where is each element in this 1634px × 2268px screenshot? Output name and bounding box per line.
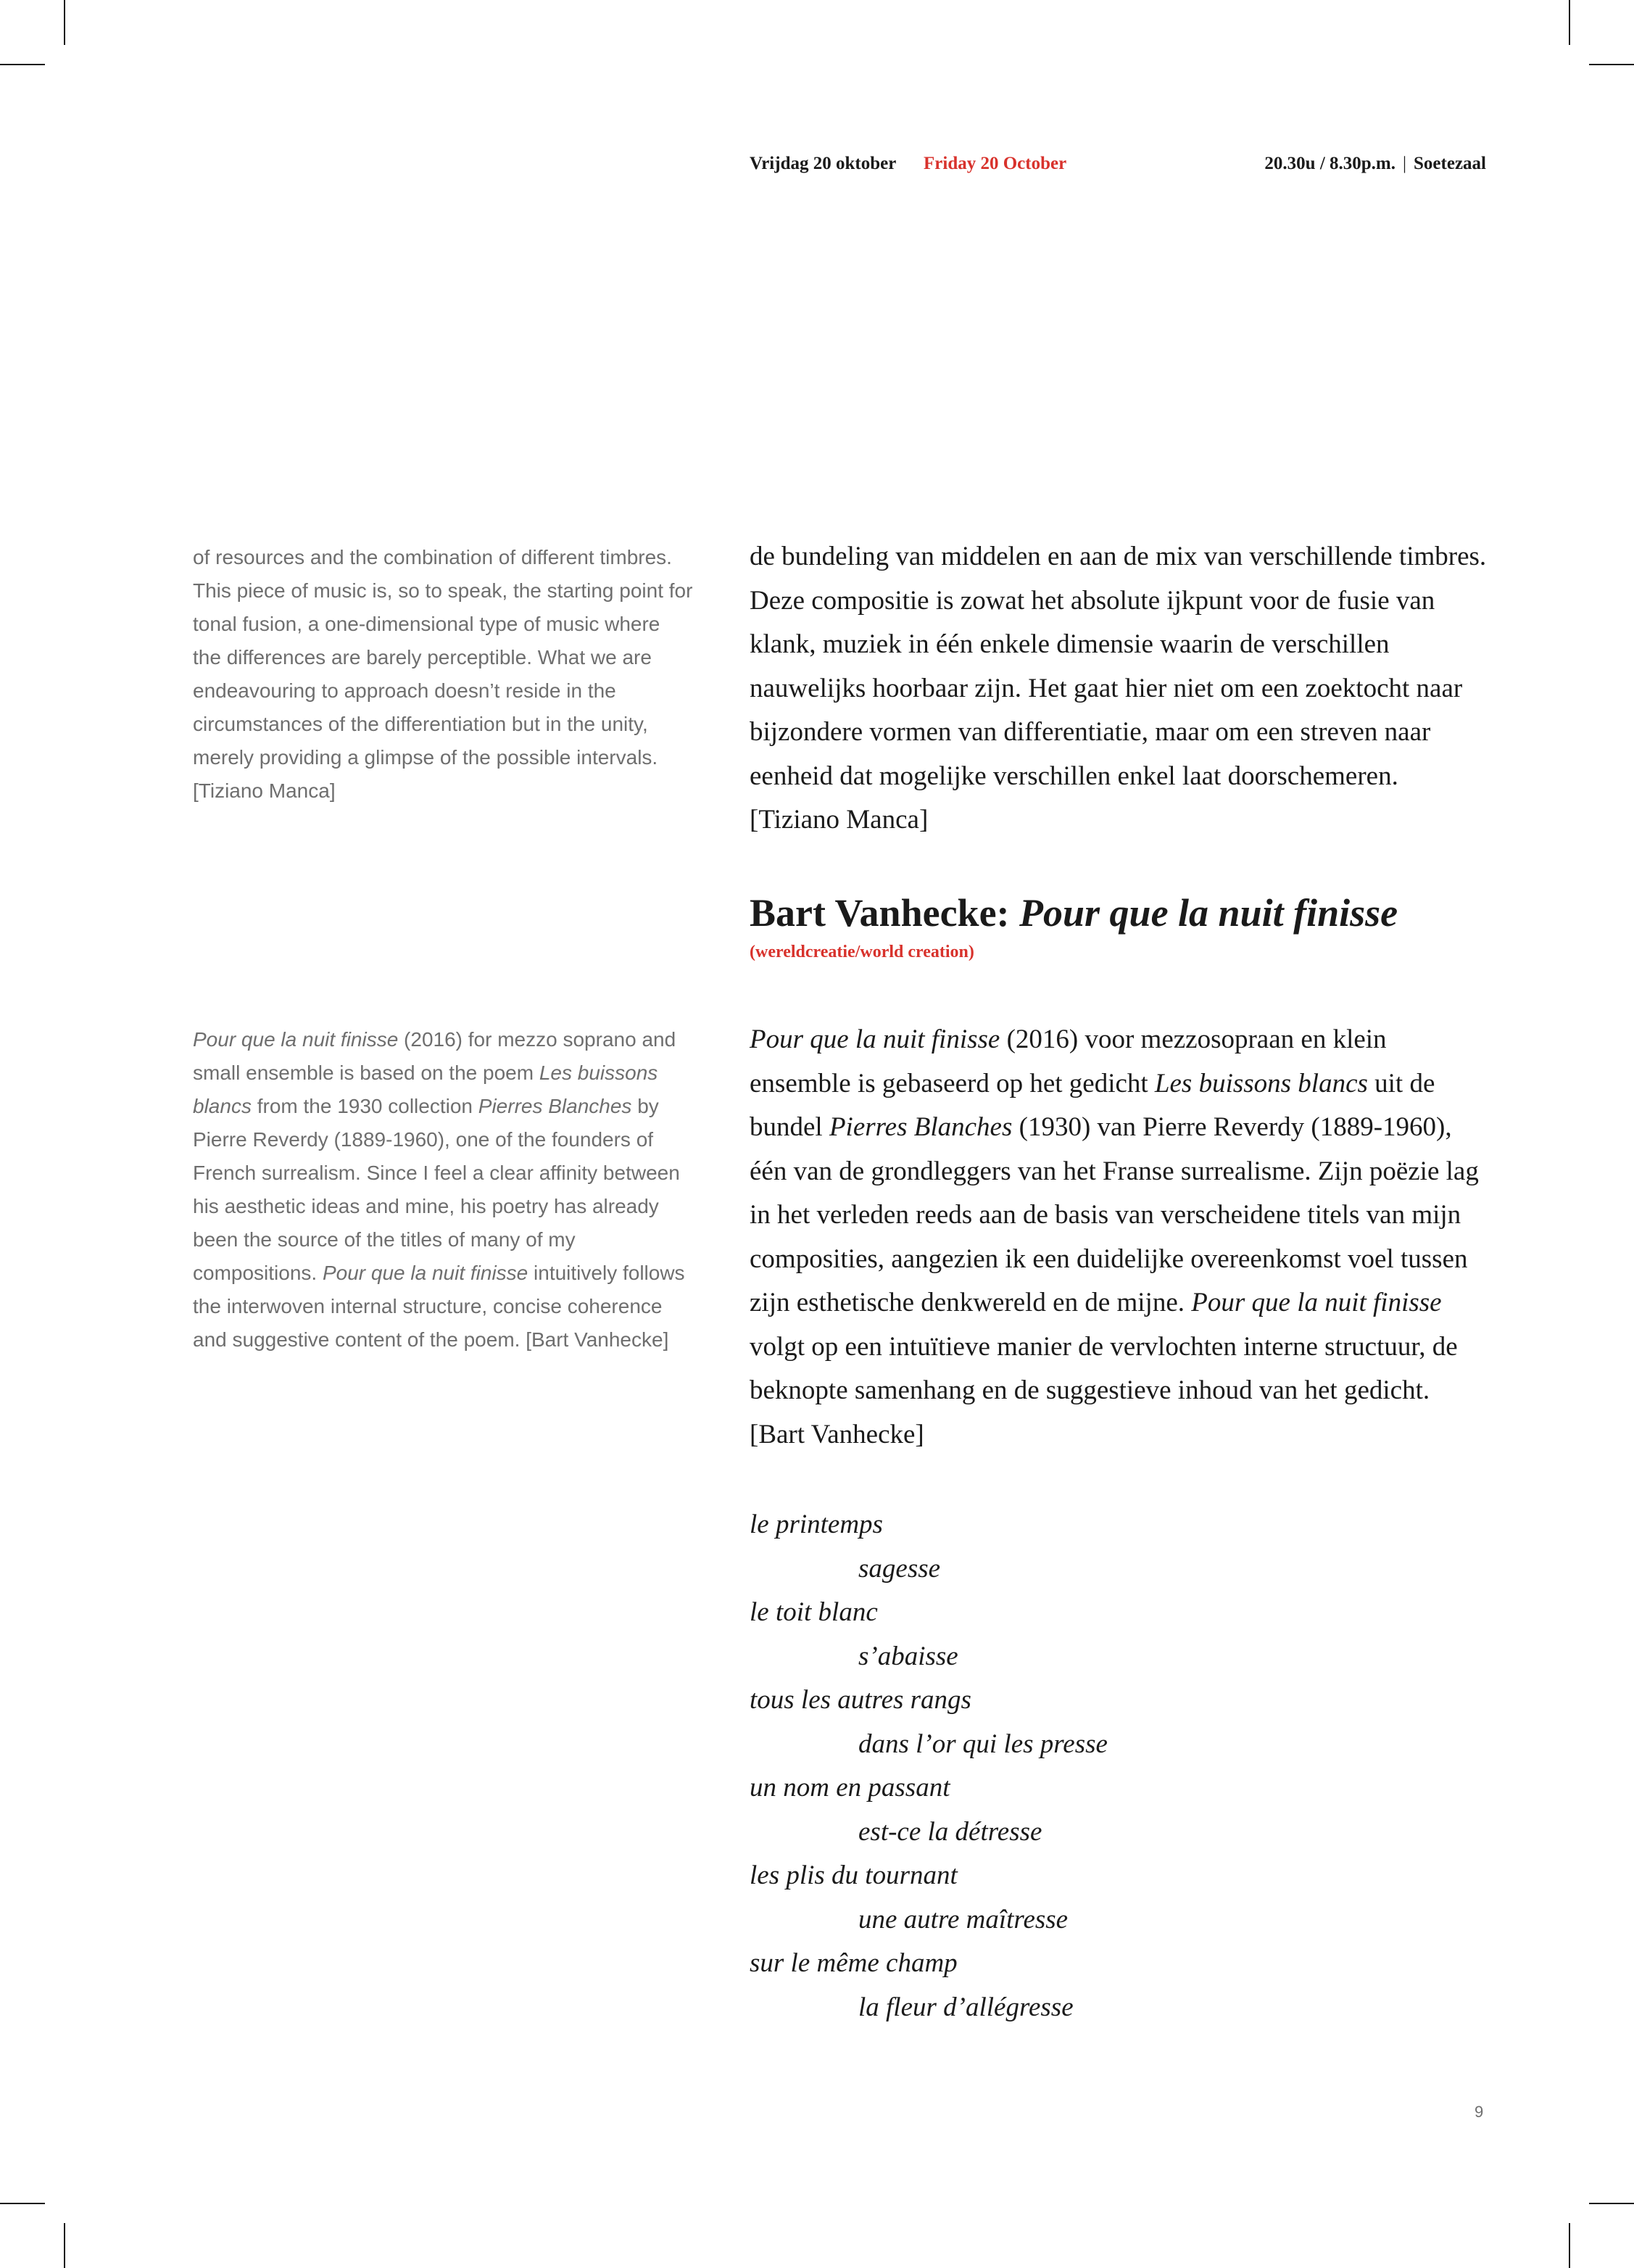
poem-line: un nom en passant [750,1773,950,1803]
crop-mark [64,2223,65,2268]
en-work-title: Pour que la nuit finisse [322,1262,528,1284]
page-number: 9 [1475,2103,1484,2121]
poem-line: le printemps [750,1510,883,1539]
header-separator: | [1403,154,1407,173]
nl-text: (2016) voor mezzosopraan en klein ensemble is gebaseerd op het gedicht [750,1025,1387,1098]
poem-line: une autre maîtresse [858,1904,1069,1934]
en-poem-title: Les buissons blancs [193,1061,658,1117]
nl-text: (1930) van Pierre Reverdy (1889-1960), één van de grondleggers van het Franse surrealisme. Zijn poëzie lag in het verleden reeds aan de basis van verscheidene titels van mijn composities, aangezien ik een duidelijke overeenkomst voel tussen zijn esthetische denkwereld en de mijne. [750,1112,1479,1317]
header-time: 20.30u / 8.30p.m. [1264,154,1396,173]
poem-line: les plis du tournant [750,1861,958,1890]
dutch-paragraph-manca: de bundeling van middelen en aan de mix van verschillende timbres. Deze compositie is zowat het absolute ijkpunt voor de fusie van klank, muziek in één enkele dimensie waarin de verschillen nauwelijks hoorbaar zijn. Het gaat hier niet om een zoektocht naar bijzondere vormen van differentiatie, maar om een streven naar eenheid dat mogelijke verschillen enkel laat doorschemeren. [Tiziano Manca] [750,542,1487,835]
english-paragraph-manca: of resources and the combination of different timbres. This piece of music is, so to speak, the starting point for tonal fusion, a one-dimensional type of music where the differences are barely perceptible. What we are endeavouring to approach doesn’t reside in the circumstances of the differentiation but in the unity, merely providing a glimpse of the possible intervals. [Tiziano Manca] [193,546,693,802]
crop-mark [1569,2223,1570,2268]
piece-subtitle: (wereldcreatie/world creation) [750,943,974,961]
crop-mark [1589,64,1634,65]
crop-mark [0,64,45,65]
piece-title [750,890,1398,935]
en-work-title: Pour que la nuit finisse [193,1028,399,1051]
en-text: intuitively follows the interwoven internal structure, concise coherence and suggestive content of the poem. [Bart Vanhecke] [193,1262,685,1351]
poem-line: est-ce la détresse [858,1816,1042,1847]
en-text: by Pierre Reverdy (1889-1960), one of the founders of French surrealism. Since I feel a clear affinity between his aesthetic ideas and mine, his poetry has already been the source of the titles of many of my compositions. [193,1095,680,1284]
nl-text: volgt op een intuïtieve manier de vervlochten interne structuur, de beknopte samenhang en de suggestieve inhoud van het gedicht. [Bart Vanhecke] [750,1331,1458,1449]
nl-poem-title: Les buissons blancs [1154,1068,1368,1098]
crop-mark [0,2203,45,2204]
poem-line: le toit blanc [750,1597,878,1627]
poem-line: dans l’or qui les presse [858,1729,1108,1759]
poem-line: s’abaisse [858,1641,958,1671]
nl-work-title: Pour que la nuit finisse [750,1025,1000,1054]
en-text: from the 1930 collection [251,1095,478,1117]
english-paragraph-vanhecke [193,1023,693,1357]
dutch-paragraph-vanhecke [750,1018,1489,1457]
crop-mark [1569,0,1570,45]
header-date-english: Friday 20 October [924,154,1067,173]
poem-line: tous les autres rangs [750,1685,971,1715]
nl-collection-title: Pierres Blanches [829,1112,1013,1142]
en-collection-title: Pierres Blanches [478,1095,632,1117]
poem-line: la fleur d’allégresse [858,1992,1074,2022]
piece-composer: Bart Vanhecke: [750,891,1010,935]
poem-line: sagesse [858,1553,941,1584]
header-date-dutch: Vrijdag 20 oktober [750,154,897,173]
piece-name: Pour que la nuit finisse [1019,891,1398,935]
nl-work-title: Pour que la nuit finisse [1191,1288,1442,1317]
en-text: (2016) for mezzo soprano and small ensemble is based on the poem [193,1028,676,1084]
header-venue: Soetezaal [1414,154,1486,173]
poem-line: sur le même champ [750,1948,958,1978]
poem [750,1503,1475,2029]
crop-mark [1589,2203,1634,2204]
nl-text: uit de bundel [750,1068,1435,1142]
running-header [750,154,1486,183]
header-time-venue [1264,154,1486,174]
crop-mark [64,0,65,45]
